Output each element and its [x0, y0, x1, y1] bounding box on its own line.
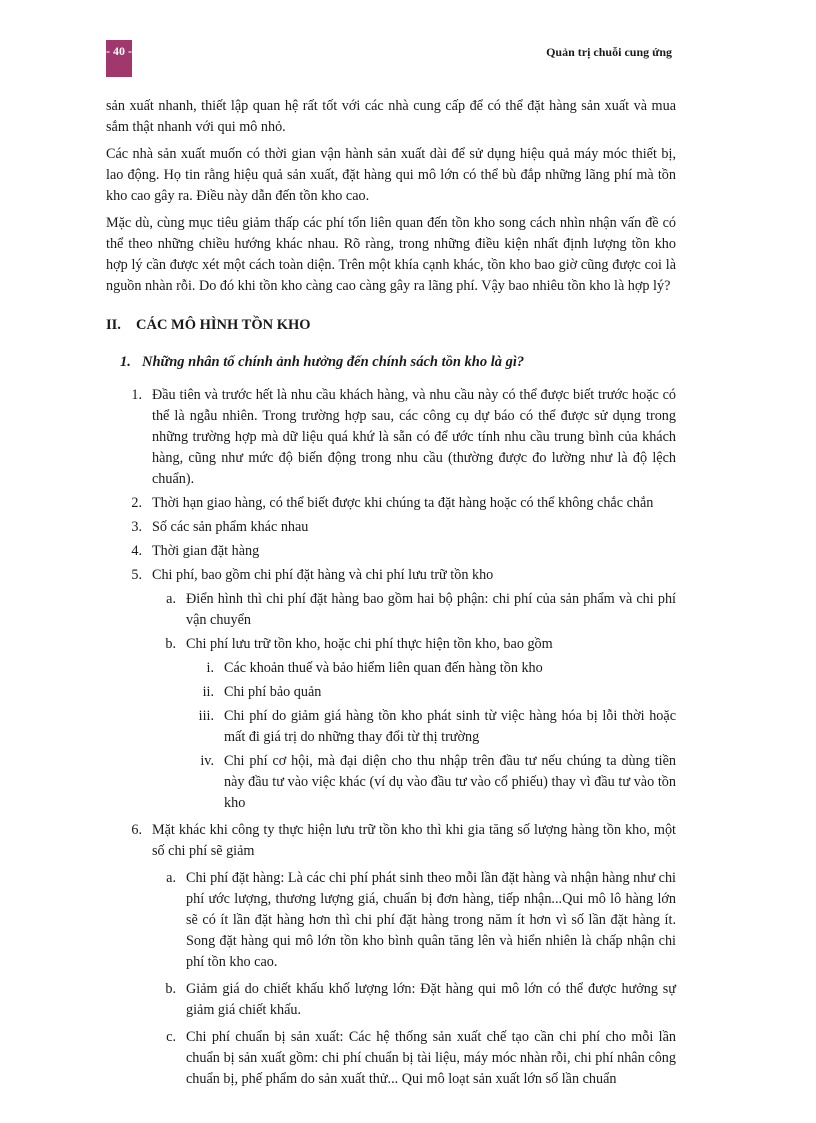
list-text: Đầu tiên và trước hết là nhu cầu khách hàng, và nhu cầu này có thể được biết trước hoặc có thể là ngẫu nhiên. Trong trường hợp sau, các công cụ dự báo có thể được sử dụng trong những trường hợp mà dữ liệu quá khứ là sẵn có để ước tính nhu cầu trung bình của khách hàng, cũng như mức độ biến động trong nhu cầu (thường được đo lường như là độ lệch chuẩn). — [152, 387, 676, 487]
list-subsubitem — [186, 658, 676, 679]
paragraph: Các nhà sản xuất muốn có thời gian vận hành sản xuất dài để sử dụng hiệu quả máy móc thiết bị, lao động. Họ tin rằng hiệu quả sản xuất, đặt hàng qui mô lớn có thể bù đắp những lãng phí mà tồn kho cao gây ra. Điều này dẫn đến tồn kho cao. — [106, 146, 676, 204]
list-text: Chi phí, bao gồm chi phí đặt hàng và chi phí lưu trữ tồn kho — [152, 567, 494, 583]
list-item — [106, 565, 676, 586]
list-text: Chi phí bảo quản — [224, 684, 322, 700]
list-text: Chi phí cơ hội, mà đại diện cho thu nhập trên đầu tư nếu chúng ta dùng tiền này đầu tư vào việc khác (ví dụ vào đầu tư vào cổ phiếu) thay vì đầu tư vào tồn kho — [224, 753, 676, 811]
list-marker: iii. — [198, 708, 214, 724]
list-marker: a. — [166, 870, 176, 886]
list-marker: i. — [206, 660, 214, 676]
list-item — [106, 493, 676, 514]
list-marker: b. — [165, 636, 176, 652]
list-subsubitem — [186, 682, 676, 703]
section-heading — [106, 315, 676, 336]
list-marker: 3. — [131, 519, 142, 535]
list-marker: ii. — [202, 684, 214, 700]
subsection-heading — [120, 352, 676, 373]
list-marker: 1. — [131, 387, 142, 403]
list-text: Số các sản phẩm khác nhau — [152, 519, 309, 535]
list-marker: 2. — [131, 495, 142, 511]
running-title: Quản trị chuỗi cung ứng — [546, 45, 672, 59]
list-marker: c. — [166, 1029, 176, 1045]
list-subitem — [152, 868, 676, 973]
list-text: Chi phí chuẩn bị sản xuất: Các hệ thống sản xuất chế tạo cần chi phí cho mỗi lần chuẩn bị sản xuất gồm: chi phí chuẩn bị tài liệu, máy móc nhàn rỗi, chi phí nhân công chuẩn bị, phế phẩm do sản xuất thử... Qui mô loạt sản xuất lớn số lần chuẩn — [186, 1029, 676, 1087]
list-marker: 4. — [131, 543, 142, 559]
list-subsubitem — [186, 706, 676, 748]
list-marker: 5. — [131, 567, 142, 583]
section-title: CÁC MÔ HÌNH TỒN KHO — [136, 317, 311, 333]
list-subitem — [152, 1027, 676, 1090]
section-number: II. — [106, 317, 121, 333]
list-item — [106, 517, 676, 538]
paragraph: sản xuất nhanh, thiết lập quan hệ rất tốt với các nhà cung cấp để có thể đặt hàng sản xuất và mua sắm thật nhanh với qui mô nhỏ. — [106, 98, 676, 135]
list-text: Chi phí lưu trữ tồn kho, hoặc chi phí thực hiện tồn kho, bao gồm — [186, 636, 553, 652]
list-marker: 6. — [131, 822, 142, 838]
page-number-badge: - 40 - — [106, 40, 132, 77]
page-body — [106, 96, 676, 1093]
list-subsubitem — [186, 751, 676, 814]
list-marker: iv. — [200, 753, 214, 769]
list-text: Thời gian đặt hàng — [152, 543, 260, 559]
list-subitem — [152, 634, 676, 655]
list-item — [106, 385, 676, 490]
list-marker: b. — [165, 981, 176, 997]
list-text: Giảm giá do chiết khấu khố lượng lớn: Đặt hàng qui mô lớn có thể được hưởng sự giảm giá chiết khấu. — [186, 981, 676, 1018]
paragraph: Mặc dù, cùng mục tiêu giảm thấp các phí tổn liên quan đến tồn kho song cách nhìn nhận vấn đề có thể theo những chiều hướng khác nhau. Rõ ràng, trong những điều kiện nhất định lượng tồn kho hợp lý cần được xét một cách toàn diện. Trên một khía cạnh khác, tồn kho bao giờ cũng được coi là nguồn nhàn rỗi. Do đó khi tồn kho càng cao càng gây ra lãng phí. Vậy bao nhiêu tồn kho là hợp lý? — [106, 215, 676, 294]
list-item — [106, 541, 676, 562]
list-text: Chi phí đặt hàng: Là các chi phí phát sinh theo mỗi lần đặt hàng và nhận hàng như chi phí ước lượng, thương lượng giá, chuẩn bị đơn hàng, tiếp nhận...Qui mô lô hàng lớn sẽ có ít lần đặt hàng hơn thì chi phí đặt hàng trong năm ít hơn vì số lần đặt hàng ít. Song đặt hàng qui mô lớn tồn kho bình quân tăng lên và hiển nhiên là chấp nhận chi phí tồn kho cao. — [186, 870, 676, 970]
list-item — [106, 820, 676, 862]
subsection-number: 1. — [120, 354, 131, 370]
list-text: Thời hạn giao hàng, có thể biết được khi chúng ta đặt hàng hoặc có thể không chắc chắn — [152, 495, 654, 511]
list-text: Điển hình thì chi phí đặt hàng bao gồm hai bộ phận: chi phí của sản phẩm và chi phí vận chuyển — [186, 591, 676, 628]
list-text: Các khoản thuế và bảo hiểm liên quan đến hàng tồn kho — [224, 660, 543, 676]
subsection-title: Những nhân tố chính ảnh hưởng đến chính sách tồn kho là gì? — [142, 354, 525, 370]
list-subitem — [152, 589, 676, 631]
list-subitem — [152, 979, 676, 1021]
list-text: Mặt khác khi công ty thực hiện lưu trữ tồn kho thì khi gia tăng số lượng hàng tồn kho, một số chi phí sẽ giảm — [152, 822, 676, 859]
list-marker: a. — [166, 591, 176, 607]
list-text: Chi phí do giảm giá hàng tồn kho phát sinh từ việc hàng hóa bị lỗi thời hoặc mất đi giá trị do những thay đổi từ thị trường — [224, 708, 676, 745]
